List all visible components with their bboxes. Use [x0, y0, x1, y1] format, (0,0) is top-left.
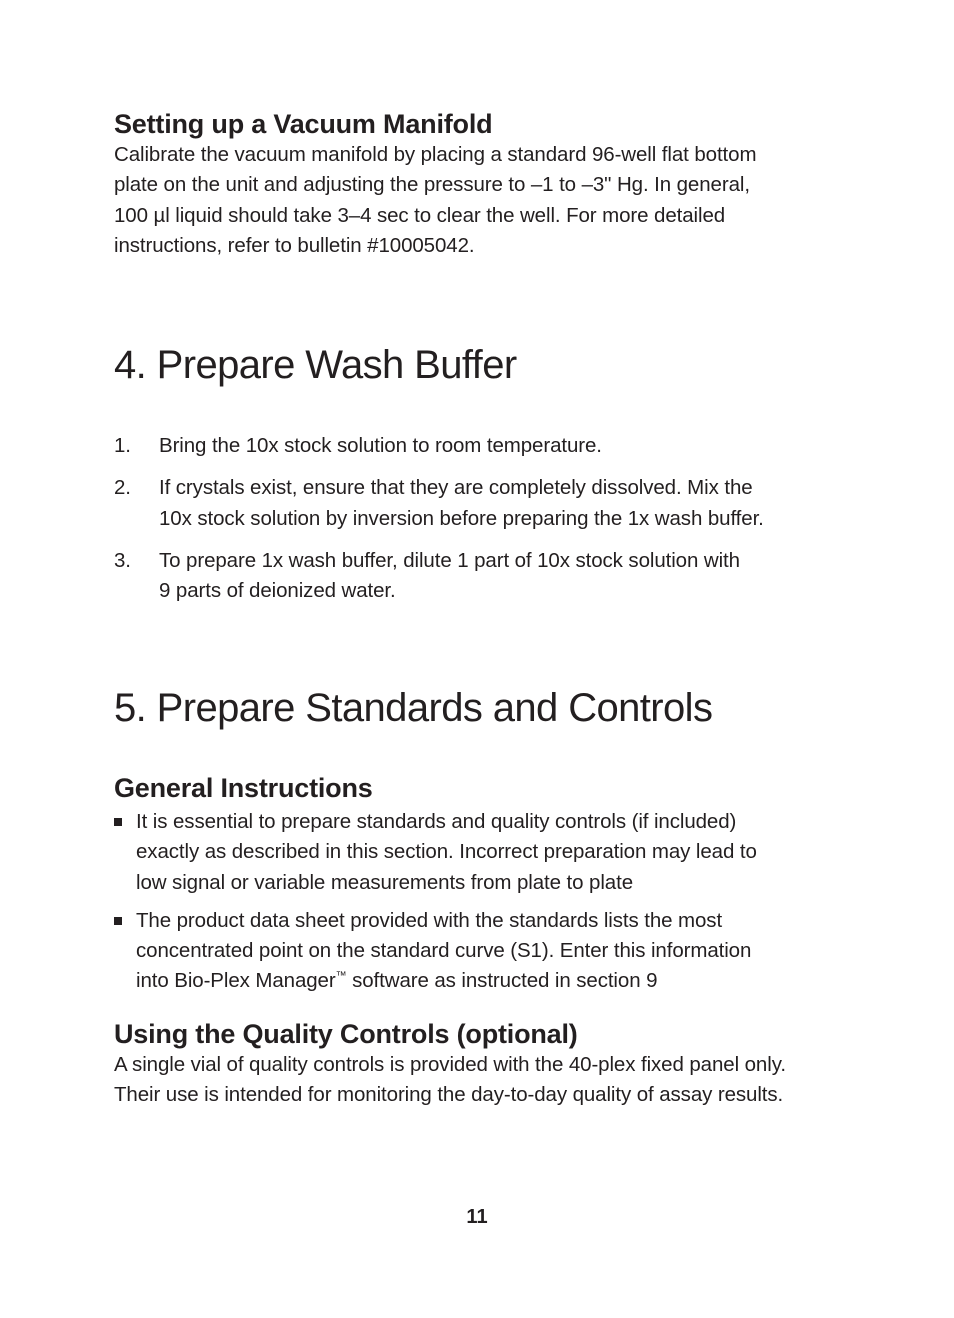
text-line: plate on the unit and adjusting the pressure to –1 to –3" Hg. In general,: [114, 173, 750, 197]
wash-buffer-steps: [114, 431, 854, 618]
text-line: instructions, refer to bulletin #10005042.: [114, 233, 475, 257]
text-line: Their use is intended for monitoring the day-to-day quality of assay results.: [114, 1083, 784, 1107]
page-number: 11: [466, 1206, 488, 1228]
general-instructions-section: [114, 772, 854, 1005]
trademark-symbol: ™: [335, 970, 347, 983]
list-item: [114, 431, 854, 461]
step-number: 3.: [114, 548, 131, 572]
section-title-standards-controls: 5. Prepare Standards and Controls: [114, 686, 713, 730]
quality-controls-heading: Using the Quality Controls (optional): [114, 1019, 578, 1049]
text-line: exactly as described in this section. Incorrect preparation may lead to: [136, 840, 757, 864]
step-number: 1.: [114, 434, 131, 457]
text-line: 9 parts of deionized water.: [159, 579, 396, 603]
text-line: It is essential to prepare standards and quality controls (if included): [136, 810, 737, 833]
square-bullet-icon: [114, 917, 122, 925]
text-line: The product data sheet provided with the standards lists the most: [136, 908, 723, 932]
text-line: software as instructed in section 9: [346, 969, 658, 993]
section-title-wash-buffer: 4. Prepare Wash Buffer: [114, 343, 517, 387]
vacuum-manifold-paragraph: [114, 140, 854, 261]
text-line: low signal or variable measurements from plate to plate: [136, 870, 633, 894]
text-line: 100 µl liquid should take 3–4 sec to clear the well. For more detailed: [114, 203, 726, 227]
quality-controls-section: [114, 1018, 874, 1111]
list-item: [114, 807, 854, 898]
list-item: [114, 906, 854, 997]
text-line: into Bio-Plex Manager: [136, 969, 336, 993]
list-item: [114, 473, 854, 534]
text-line: Calibrate the vacuum manifold by placing a standard 96-well flat bottom: [114, 143, 757, 166]
text-line: If crystals exist, ensure that they are completely dissolved. Mix the: [159, 476, 753, 500]
general-instructions-heading: General Instructions: [114, 773, 373, 803]
vacuum-manifold-heading: Setting up a Vacuum Manifold: [114, 109, 493, 139]
list-item: [114, 546, 854, 607]
text-line: A single vial of quality controls is provided with the 40-plex fixed panel only.: [114, 1053, 786, 1076]
step-number: 2.: [114, 476, 131, 500]
text-line: 10x stock solution by inversion before preparing the 1x wash buffer.: [159, 506, 764, 530]
text-line: Bring the 10x stock solution to room temperature.: [159, 434, 602, 457]
square-bullet-icon: [114, 818, 122, 826]
quality-controls-paragraph: [114, 1050, 874, 1111]
text-line: To prepare 1x wash buffer, dilute 1 part of 10x stock solution with: [159, 548, 740, 572]
vacuum-manifold-section: [114, 108, 854, 261]
general-instructions-list: [114, 807, 854, 997]
text-line: concentrated point on the standard curve (S1). Enter this information: [136, 939, 752, 963]
